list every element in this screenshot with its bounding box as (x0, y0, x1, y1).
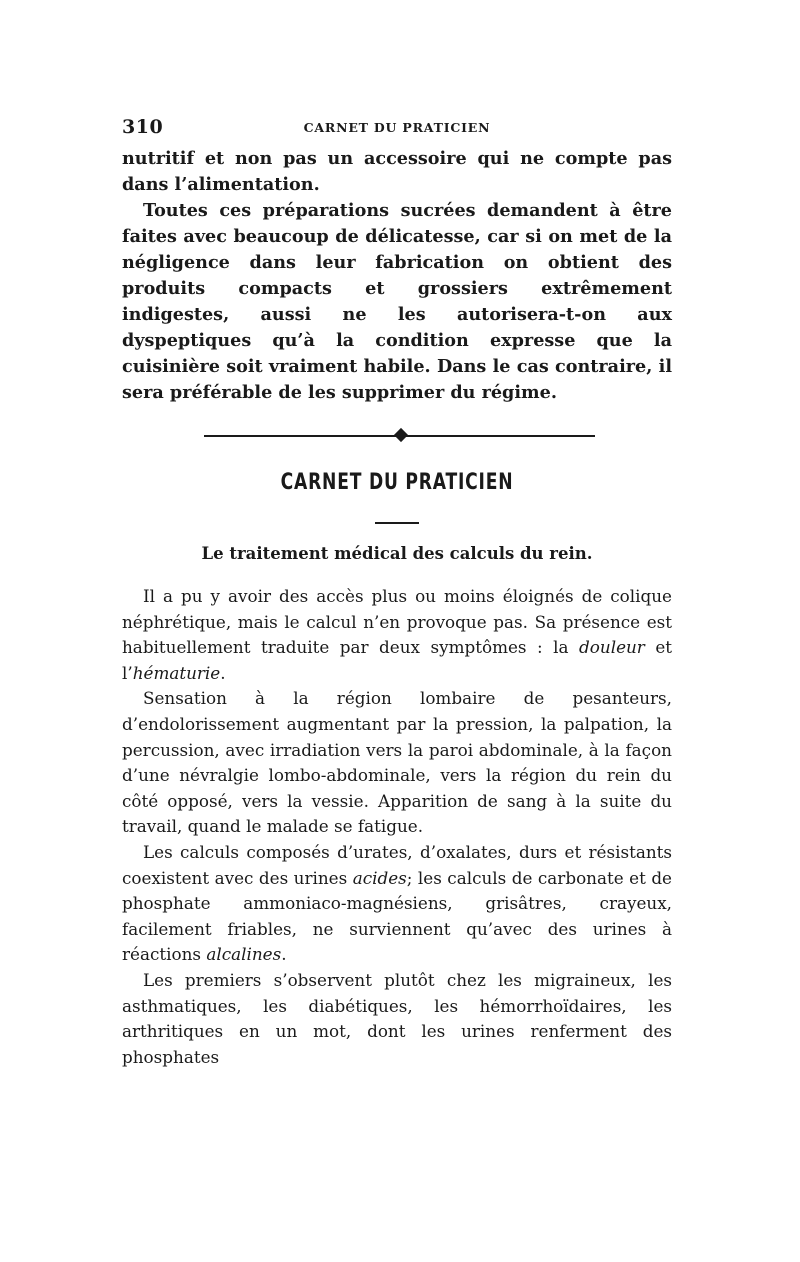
paragraph-premiers: Les premiers s’observent plutôt chez les migraineux, les asthmatiques, les diabétiques, les hémorrhoïdaires, les arthritiques en un mot, dont les urines renferment des phosphates (122, 969, 672, 1067)
italic-term: alcalines (206, 944, 282, 965)
paragraph-symptoms (122, 584, 672, 686)
paragraph-calculs (122, 840, 672, 968)
title-rule (375, 522, 419, 524)
article-title: Le traitement médical des calculs du rein. (201, 544, 593, 563)
continuation-paragraph: nutritif et non pas un accessoire qui ne compte pas dans l’alimentation. (122, 148, 672, 195)
paragraph-text: . (281, 944, 287, 965)
running-title: CARNET DU PRATICIEN (303, 120, 491, 135)
paragraph-text: Il a pu y avoir des accès plus ou moins éloignés de colique néphrétique, mais le calcul n’en provoque pas. Sa présence est habituellement traduite par deux symptômes : la (122, 586, 672, 658)
paragraph-text: Les calculs composés d’urates, d’oxalates, durs et résistants coexistent avec des urines (122, 841, 672, 888)
italic-term: hématurie (132, 662, 221, 683)
paragraph-text: . (220, 662, 226, 683)
italic-term: douleur (579, 637, 645, 658)
book-page (122, 112, 672, 1070)
article-body (122, 584, 672, 1070)
italic-term: acides (352, 867, 407, 888)
section-title: CARNET DU PRATICIEN (280, 470, 514, 495)
paragraph-text: et l’ (122, 637, 672, 683)
paragraph-text: ; les calculs de carbonate et de phosphate ammoniaco-magnésiens, grisâtres, crayeux, facilement friables, ne surviennent qu’avec des urines à réactions (122, 867, 672, 965)
paragraph-sensation: Sensation à la région lombaire de pesanteurs, d’endolorissement augmentant par la pression, la palpation, la percussion, avec irradiation vers la paroi abdominale, à la façon d’une névralgie lombo-abdominale, vers la région du rein du côté opposé, vers la vessie. Apparition de sang à la suite du travail, quand le malade se fatigue. (122, 688, 672, 837)
section-divider (122, 410, 672, 460)
preparations-paragraph: Toutes ces préparations sucrées demandent à être faites avec beaucoup de délicatesse, car si on met de la négligence dans leur fabrication on obtient des produits compacts et grossiers extrêmement indigestes, aussi ne les autorisera-t-on aux dyspeptiques qu’à la condition expresse que la cuisinière soit vraiment habile. Dans le cas contraire, il sera préférable de les supprimer du régime. (122, 200, 672, 403)
page-number: 310 (122, 116, 164, 138)
running-head (122, 112, 672, 146)
divider-diamond-icon (394, 428, 408, 442)
